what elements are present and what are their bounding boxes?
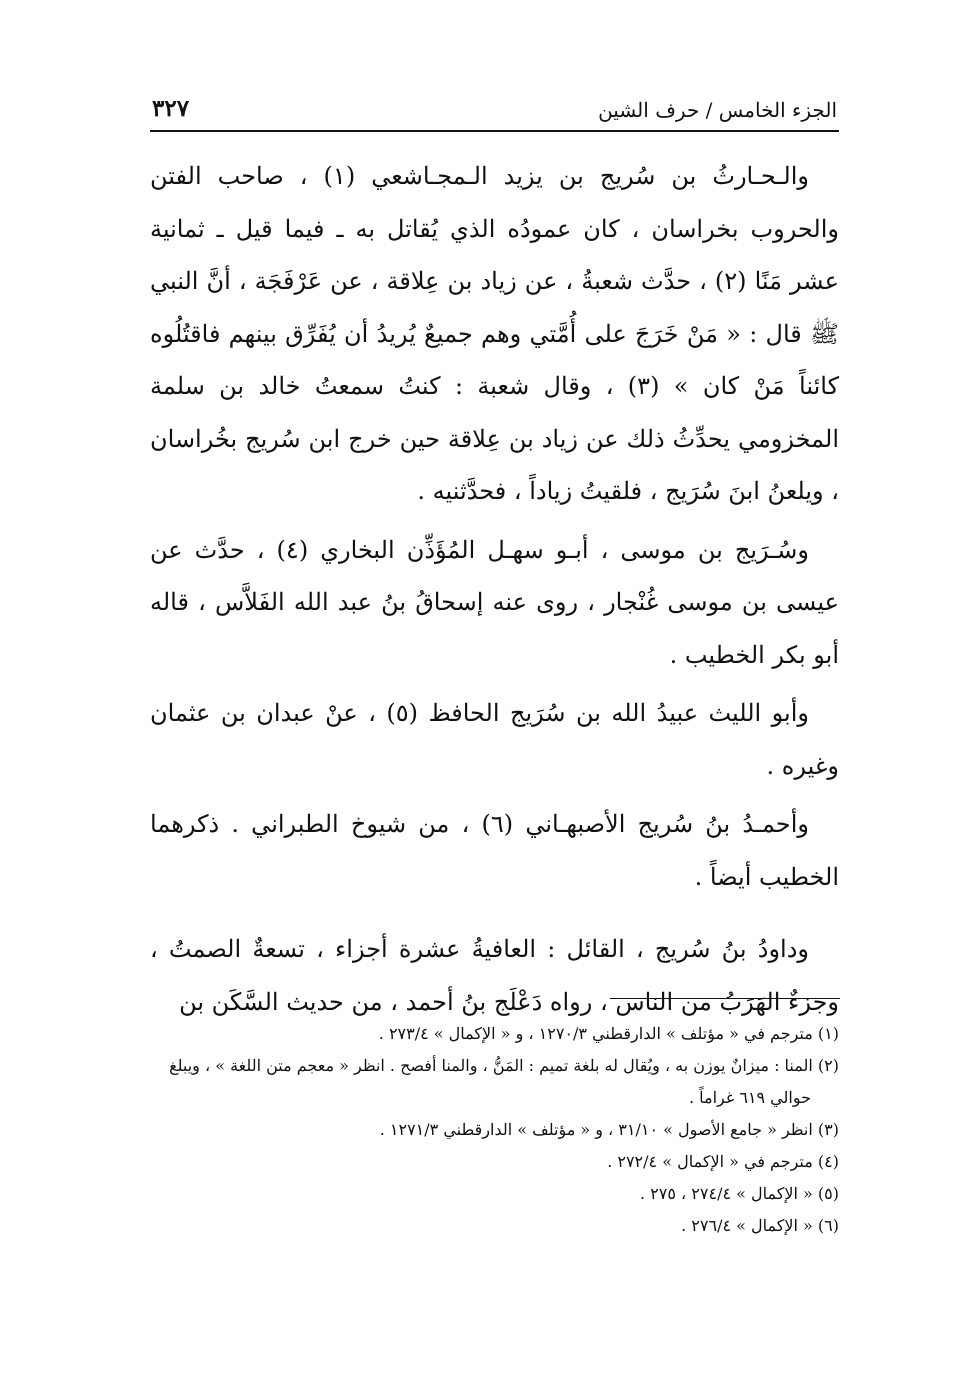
paragraph-ahmad: وأحمـدُ بنُ سُريج الأصبهـاني (٦) ، من شيوخ الطبراني . ذكرهما الخطيب أيضاً . bbox=[150, 810, 839, 891]
main-text bbox=[150, 150, 839, 1028]
page-header bbox=[152, 82, 837, 122]
footnote-3: (٣) انظر « جامع الأصول » ٣١/١٠ ، و « مؤتلف » الدارقطني ١٢٧١/٣ . bbox=[379, 1120, 839, 1139]
footnote-divider bbox=[610, 998, 840, 999]
footnotes bbox=[150, 1018, 839, 1242]
footnote-6: (٦) « الإكمال » ٢٧٦/٤ . bbox=[681, 1216, 839, 1235]
footnote-4: (٤) مترجم في « الإكمال » ٢٧٢/٤ . bbox=[607, 1152, 839, 1171]
footnote-5: (٥) « الإكمال » ٢٧٤/٤ ، ٢٧٥ . bbox=[639, 1184, 839, 1203]
header-divider bbox=[150, 130, 839, 132]
footnote-2: (٢) المنا : ميزانٌ يوزن به ، ويُقال له بلغة تميم : المَنُّ ، والمنا أفصح . انظر « معجم متن اللغة » ، ويبلغ حوالي ٦١٩ غراماً . bbox=[169, 1056, 839, 1107]
paragraph-harith: والـحـارثُ بن سُريج بن يزيد الـمجـاشعي (١) ، صاحب الفتن والحروب بخراسان ، كان عمودُه الذي يُقاتل به ـ فيما قيل ـ ثمانية عشر مَنًا (٢) ، حدَّث شعبةُ ، عن زياد بن عِلاقة ، عن عَرْفَجَة ، أنَّ النبي ﷺ قال : « مَنْ خَرَجَ على أُمَّتي وهم جميعٌ يُريدُ أن يُفَرِّق بينهم فاقتُلُوه كائناً مَنْ كان » (٣) ، وقال شعبة : كنتُ سمعتُ خالد بن سلمة المخزومي يحدِّثُ ذلك عن زياد بن عِلاقة حين خرج ابن سُريج بخُراسان ، ويلعنُ ابنَ سُرَيج ، فلقيتُ زياداً ، فحدَّثنيه . bbox=[150, 162, 839, 505]
footnote-1: (١) مترجم في « مؤتلف » الدارقطني ١٢٧٠/٣ ، و « الإكمال » ٢٧٣/٤ . bbox=[378, 1024, 839, 1043]
paragraph-abu-al-layth: وأبو الليث عبيدُ الله بن سُرَيج الحافظ (٥) ، عنْ عبدان بن عثمان وغيره . bbox=[150, 699, 839, 780]
running-title: الجزء الخامس / حرف الشين bbox=[598, 98, 837, 122]
paragraph-dawud: وداودُ بنُ سُريج ، القائل : العافيةُ عشرة أجزاء ، تسعةٌ الصمتُ ، وجزءٌ الهَرَبُ من الناس ، رواه دَعْلَج بنُ أحمد ، من حديث السَّكَن بن bbox=[150, 935, 839, 1016]
page-number: ٣٢٧ bbox=[152, 95, 190, 122]
paragraph-surayj-musa: وسُـرَيج بن موسى ، أبـو سهـل المُؤَذِّن البخاري (٤) ، حدَّث عن عيسى بن موسى غُنْجار ، روى عنه إسحاقُ بنُ عبد الله الفَلاَّس ، قاله أبو بكر الخطيب . bbox=[150, 535, 839, 669]
